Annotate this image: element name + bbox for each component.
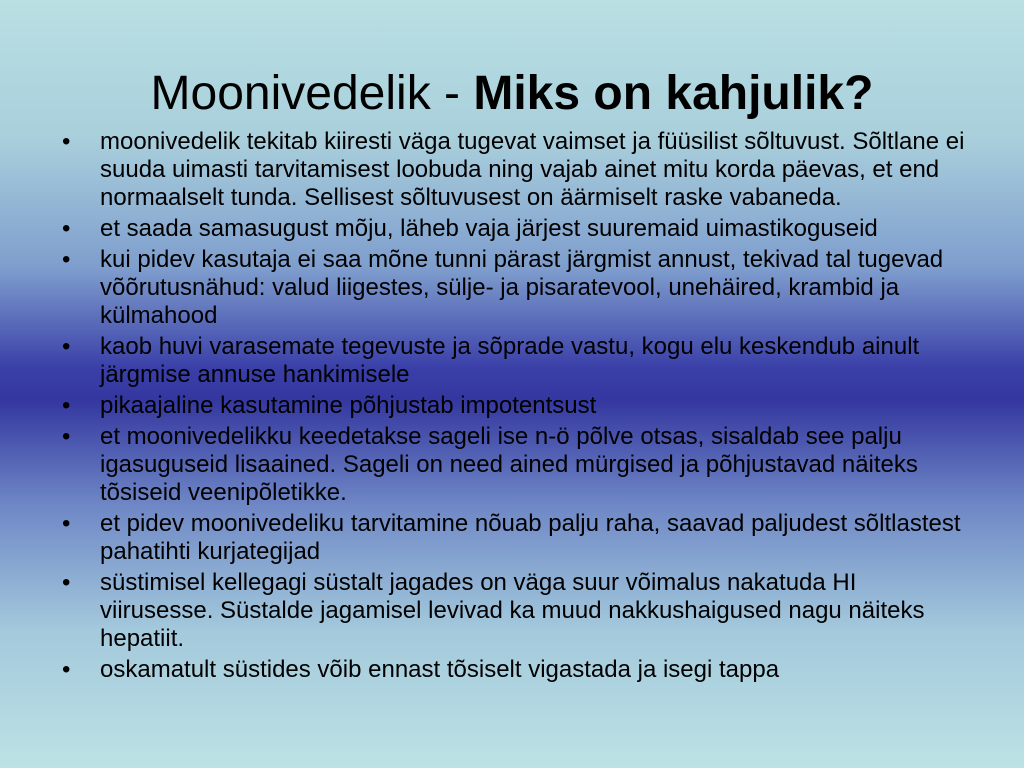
bullet-text: moonivedelik tekitab kiiresti väga tugevat vaimset ja füüsilist sõltuvust. Sõltlane ei suuda uimasti tarvitamisest loobuda ning vajab ainet mitu korda päevas, et end normaalselt tunda. Sellisest sõltuvusest on äärmiselt raske vabaneda. [100,128,965,211]
bullet-dot-icon: • [62,128,71,155]
bullet-dot-icon: • [62,246,71,273]
bullet-dot-icon: • [62,333,71,360]
bullet-item [62,392,972,420]
bullet-text: et saada samasugust mõju, läheb vaja järjest suuremaid uimastikoguseid [100,215,878,242]
bullet-item [62,510,972,566]
bullet-text: oskamatult süstides võib ennast tõsiselt vigastada ja isegi tappa [100,656,780,683]
slide-title-plain: Moonivedelik - [150,67,474,120]
bullet-item [62,423,972,507]
bullet-item [62,333,972,389]
bullet-dot-icon: • [62,392,71,419]
bullet-item [62,246,972,330]
bullet-text: süstimisel kellegagi süstalt jagades on väga suur võimalus nakatuda HI viirusesse. Süstalde jagamisel levivad ka muud nakkushaigused nagu näiteks hepatiit. [100,569,925,652]
bullet-dot-icon: • [62,215,71,242]
slide-title [0,64,1024,124]
bullet-dot-icon: • [62,656,71,683]
slide-title-bold: Miks on kahjulik? [473,67,874,120]
bullet-item [62,128,972,212]
bullet-dot-icon: • [62,423,71,450]
bullet-text: et moonivedelikku keedetakse sageli ise n-ö põlve otsas, sisaldab see palju igasuguseid lisaained. Sageli on need ained mürgised ja põhjustavad näiteks tõsiseid veenipõletikke. [100,423,918,506]
bullet-item [62,215,972,243]
bullet-text: pikaajaline kasutamine põhjustab impotentsust [100,392,597,419]
bullet-text: et pidev moonivedeliku tarvitamine nõuab palju raha, saavad paljudest sõltlastest pahatihti kurjategijad [100,510,961,565]
bullet-item [62,656,972,684]
bullet-text: kui pidev kasutaja ei saa mõne tunni pärast järgmist annust, tekivad tal tugevad võõrutusnähud: valud liigestes, sülje- ja pisaratevool, unehäired, krambid ja külmahood [100,246,944,329]
bullet-text: kaob huvi varasemate tegevuste ja sõprade vastu, kogu elu keskendub ainult järgmise annuse hankimisele [100,333,920,388]
bullet-list [62,128,972,687]
bullet-dot-icon: • [62,569,71,596]
bullet-item [62,569,972,653]
bullet-dot-icon: • [62,510,71,537]
